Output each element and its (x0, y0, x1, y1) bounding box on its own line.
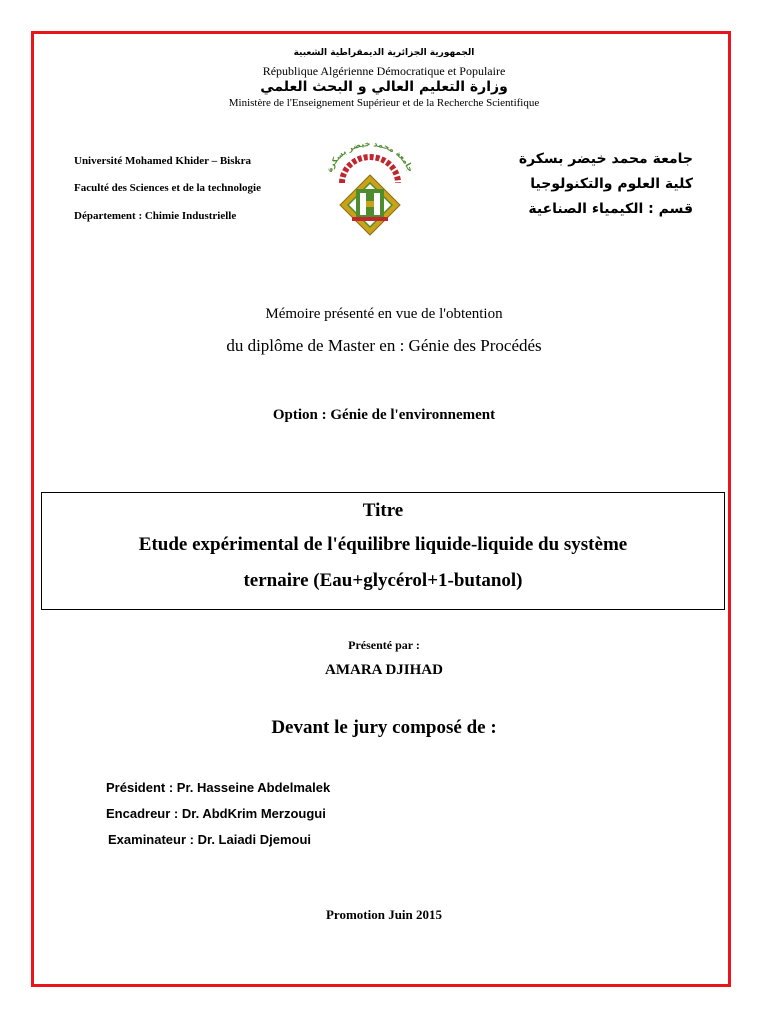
university-logo (320, 131, 420, 239)
jury-encadreur: Encadreur : Dr. AbdKrim Merzougui (106, 806, 326, 821)
department-ar: قسم : الكيمياء الصناعية (528, 201, 693, 217)
title-box (41, 492, 725, 610)
title-line2: ternaire (Eau+glycérol+1-butanol) (243, 570, 523, 591)
header-ar-republic: الجمهورية الجزائرية الديمقراطية الشعبية (293, 48, 475, 58)
author-name: AMARA DJIHAD (325, 662, 443, 678)
header-fr-republic: République Algérienne Démocratique et Populaire (262, 64, 506, 78)
option-line: Option : Génie de l'environnement (272, 407, 496, 423)
jury-examinateur: Examinateur : Dr. Laiadi Djemoui (108, 832, 311, 847)
title-line1: Etude expérimental de l'équilibre liquide-liquide du système (138, 534, 628, 555)
memoire-line1: Mémoire présenté en vue de l'obtention (265, 306, 503, 322)
title-label: Titre (362, 500, 404, 521)
promotion: Promotion Juin 2015 (325, 907, 443, 922)
university-emblem-icon (320, 131, 420, 239)
jury-president: Président : Pr. Hasseine Abdelmalek (106, 780, 331, 795)
department-fr: Département : Chimie Industrielle (74, 210, 237, 222)
university-fr: Université Mohamed Khider – Biskra (74, 155, 252, 167)
presented-label: Présenté par : (348, 638, 420, 652)
jury-heading: Devant le jury composé de : (271, 717, 497, 738)
faculty-fr: Faculté des Sciences et de la technologie (74, 182, 261, 194)
logo-ring-text: جامعة محمد خيضر بسكرة (324, 139, 416, 174)
faculty-ar: كلية العلوم والتكنولوجيا (530, 176, 693, 192)
memoire-line2: du diplôme de Master en : Génie des Procédés (226, 336, 542, 355)
header-ar-ministry: وزارة التعليم العالي و البحث العلمي (260, 79, 508, 95)
university-ar: جامعة محمد خيضر بسكرة (518, 151, 693, 167)
header-fr-ministry: Ministère de l'Enseignement Supérieur et de la Recherche Scientifique (228, 97, 540, 109)
